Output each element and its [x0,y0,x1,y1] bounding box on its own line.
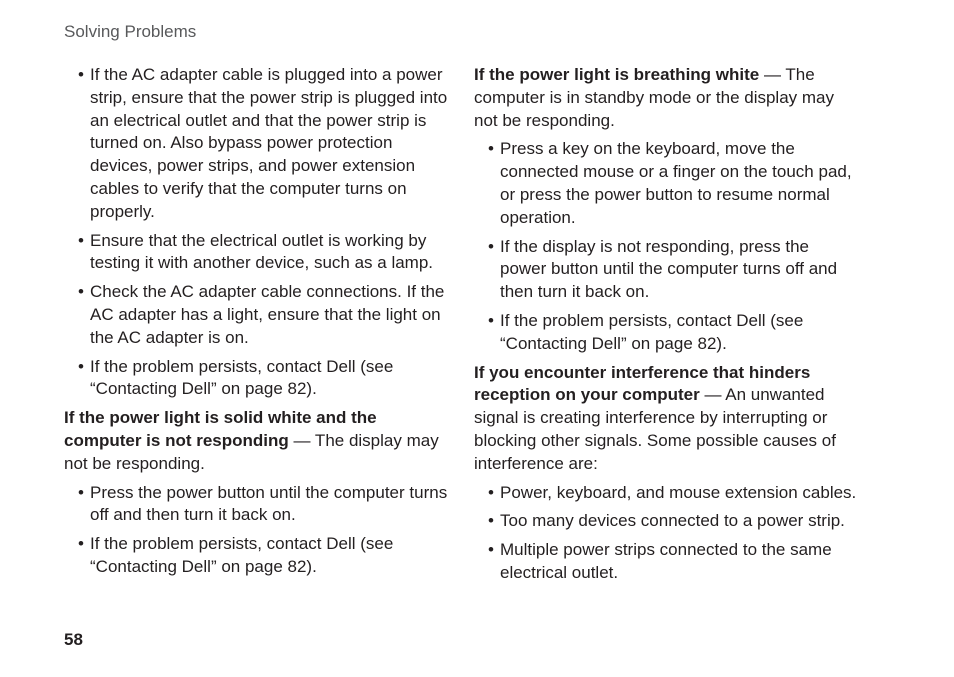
section-title: Solving Problems [64,22,197,41]
list-item [474,482,860,505]
bullet-icon: • [78,534,84,554]
page-number: 58 [64,630,83,649]
list-item [64,482,450,528]
list-item [474,510,860,533]
list-item [474,236,860,304]
right-bullet-list-1 [474,138,860,355]
solid-white-heading: If the power light is solid white and the computer is not responding [64,408,377,450]
bullet-icon: • [78,356,84,376]
bullet-icon: • [78,230,84,250]
list-item [64,533,450,579]
list-item [64,64,450,224]
left-bullet-list-2 [64,482,450,579]
list-item-text: If the display is not responding, press the power button until the computer turns off and then turn it back on. [500,236,838,302]
list-item-text: If the problem persists, contact Dell (see “Contacting Dell” on page 82). [90,356,394,399]
interference-paragraph [474,362,860,476]
solid-white-paragraph [64,407,450,475]
bullet-icon: • [488,540,494,560]
bullet-icon: • [488,310,494,330]
bullet-icon: • [488,139,494,159]
list-item-text: Too many devices connected to a power strip. [500,511,845,531]
breathing-white-paragraph [474,64,860,132]
list-item-text: Power, keyboard, and mouse extension cables. [500,482,857,502]
list-item-text: If the AC adapter cable is plugged into a power strip, ensure that the power strip is plugged into an electrical outlet and that the power strip is turned on. Also bypass power protection devices, power strips, and power extension cables to verify that the computer turns on properly. [90,65,448,221]
list-item [64,230,450,276]
list-item-text: Ensure that the electrical outlet is working by testing it with another device, such as a lamp. [90,230,434,273]
right-bullet-list-2 [474,482,860,585]
list-item-text: Press the power button until the computer turns off and then turn it back on. [90,482,448,525]
bullet-icon: • [78,482,84,502]
bullet-icon: • [488,236,494,256]
list-item-text: If the problem persists, contact Dell (see “Contacting Dell” on page 82). [90,534,394,576]
interference-text: — An unwanted signal is creating interference by interrupting or blocking other signals. Some possible causes of interference are: [474,385,836,473]
bullet-icon: • [78,282,84,302]
left-column [64,64,450,585]
list-item [474,310,860,356]
list-item [64,356,450,402]
breathing-white-heading: If the power light is breathing white [474,65,760,84]
list-item-text: Press a key on the keyboard, move the connected mouse or a finger on the touch pad, or press the power button to resume normal operation. [500,139,852,227]
right-column [474,64,860,591]
bullet-icon: • [78,65,84,84]
breathing-white-text: — The computer is in standby mode or the display may not be responding. [474,65,835,130]
interference-heading: If you encounter interference that hinders reception on your computer [474,362,811,405]
left-bullet-list-1 [64,64,450,401]
solid-white-text: — The display may not be responding. [64,430,439,473]
list-item-text: If the problem persists, contact Dell (see “Contacting Dell” on page 82). [500,310,804,353]
list-item [64,281,450,349]
bullet-icon: • [488,482,494,502]
list-item [474,539,860,585]
list-item [474,138,860,229]
list-item-text: Multiple power strips connected to the same electrical outlet. [500,540,832,582]
list-item-text: Check the AC adapter cable connections. If the AC adapter has a light, ensure that the light on the AC adapter is on. [90,282,445,347]
bullet-icon: • [488,511,494,531]
